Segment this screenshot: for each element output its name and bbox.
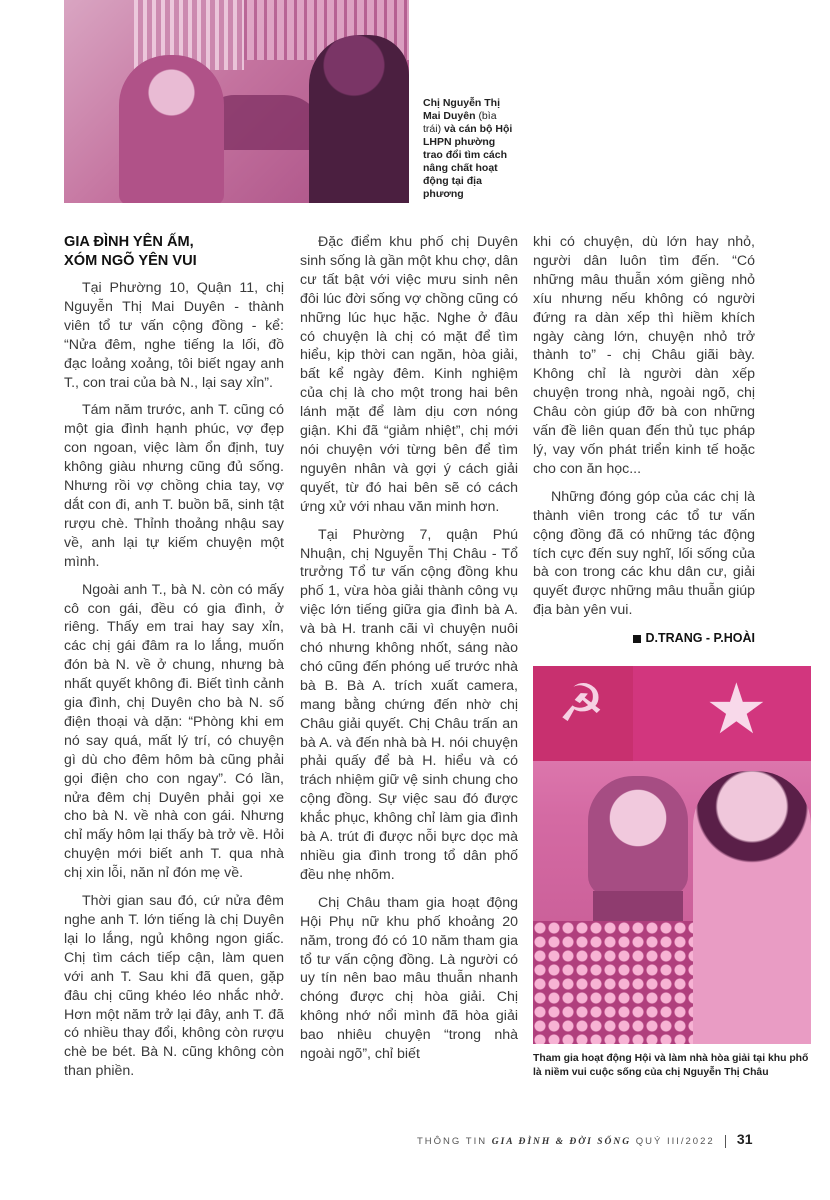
footer-left: THÔNG TIN — [417, 1136, 488, 1147]
article-column-1 — [64, 233, 284, 1090]
photo-pedestal — [593, 891, 683, 921]
photo-woman-left — [119, 55, 224, 203]
photo-bust — [588, 776, 688, 896]
footer-divider — [725, 1135, 726, 1148]
paragraph: Ngoài anh T., bà N. còn có mấy cô con gái, đều có gia đình, ở riêng. Thấy em trai hay say xỉn, các chị gái đâm ra lo lắng, muốn đón bà N. về ở chung, nhưng bà nhất quyết không đi. Biết tình cảnh gia đình, chị Duyên cho bà N. số điện thoại và dặn: “Phòng khi em nó say quá, mất lý trí, có chuyện gì dù cho đêm hôm bà cũng phải gọi điện cho con ngay”. Có lần, nửa đêm chị Duyên phải gọi xe cho bà N. về nhà con gái. Nhưng chỉ mấy hôm lại thấy bà trở về. Hỏi chuyện mới biết anh T. qua nhà chị xin lỗi, năn nỉ đón mẹ về. — [64, 581, 284, 882]
star-icon: ★ — [705, 668, 768, 750]
heading-line-1: GIA ĐÌNH YÊN ẤM, — [64, 234, 194, 250]
top-photo — [64, 0, 409, 203]
hammer-sickle-icon: ☭ — [558, 674, 605, 734]
bottom-photo — [533, 666, 811, 1044]
article-heading — [64, 233, 284, 271]
caption-description: và cán bộ Hội LHPN phường trao đổi tìm cách nâng chất hoạt động tại địa phương — [423, 123, 513, 200]
bottom-photo-caption: Tham gia hoạt động Hội và làm nhà hòa giải tại khu phố là niềm vui cuộc sống của chị Nguyễn Thị Châu — [533, 1053, 809, 1078]
byline — [533, 629, 755, 648]
article-column-2 — [300, 233, 518, 1073]
photo-woman — [693, 771, 811, 1044]
photo-woman-right — [309, 35, 409, 203]
issue-label: QUÝ III/2022 — [635, 1136, 715, 1147]
publication-name: GIA ĐÌNH & ĐỜI SỐNG — [491, 1137, 632, 1147]
page-footer — [417, 1131, 753, 1149]
paragraph: khi có chuyện, dù lớn hay nhỏ, người dân luôn tìm đến. “Có những mâu thuẫn xóm giềng nhỏ xíu nhưng nếu không có người đứng ra dàn xếp thì hiềm khích ngày càng lớn, chuyện nhỏ trở thành to” - chị Châu giãi bày. Không chỉ là người dàn xếp chuyện trong nhà, ngoài ngõ, chị Châu còn giúp đỡ bà con những vấn đề liên quan đến thủ tục pháp lý, vay vốn phát triển kinh tế hoặc cho con ăn học... — [533, 234, 755, 477]
byline-square-icon — [633, 635, 641, 643]
heading-line-2: XÓM NGÕ YÊN VUI — [64, 253, 197, 269]
paragraph: Tại Phường 10, Quận 11, chị Nguyễn Thị Mai Duyên - thành viên tổ tư vấn cộng đồng - kể: “Nửa đêm, nghe tiếng la lối, đồ đạc loảng xoảng, tôi biết ngay anh T., con trai của bà N., lại say xỉn”. — [64, 280, 284, 391]
paragraph: Đặc điểm khu phố chị Duyên sinh sống là gần một khu chợ, dân cư tất bật với việc mưu sinh nên đôi lúc đời sống vợ chồng cũng có những lúc hục hặc. Nghe ở đâu có chuyện là chị có mặt để tìm hiểu, kịp thời can ngăn, hòa giải, bất kể ngày đêm. Kinh nghiệm của chị là cho một trong hai bên lánh mặt để làm dịu cơn nóng giận. Khi đã “giảm nhiệt”, chị mới nói chuyện với từng bên để tìm nguyên nhân và gợi ý cách giải quyết, từ đó hai bên sẽ có cách ứng xử với nhau văn minh hơn. — [300, 234, 518, 515]
paragraph: Thời gian sau đó, cứ nửa đêm nghe anh T. lớn tiếng là chị Duyên lại lo lắng, ngủ không ngon giấc. Chị tìm cách tiếp cận, làm quen với anh T. Sau khi đã quen, gặp đâu chị cũng khéo léo nhắc nhở. Hơn một năm trở lại đây, anh T. đã có nhiều thay đổi, không còn rượu chè be bét. Bà N. cũng không còn than phiền. — [64, 893, 284, 1080]
article-column-3 — [533, 233, 755, 648]
byline-text: D.TRANG - P.HOÀI — [645, 631, 755, 646]
paragraph: Tại Phường 7, quận Phú Nhuận, chị Nguyễn Thị Châu - Tổ trưởng Tổ tư vấn cộng đồng khu phố 1, vừa hòa giải thành công vụ việc lớn tiếng giữa gia đình bà A. và bà H. tranh cãi vì chuyện nuôi chó nhưng không nhốt, sáng nào chó cũng đến phóng uế trước nhà bà B. Bà A. trích xuất camera, mang bằng chứng đến nhờ chị Châu giải quyết. Chị Châu trấn an bà A. và đến nhà bà H. nói chuyện phải quấy để bà H. hiểu và có trách nhiệm giữ vệ sinh chung cho cộng đồng. Sự việc sau đó được khắc phục, không chỉ làm gia đình bà A. trút đi được nỗi bực dọc mà nhiều gia đình trong tổ dân phố đều nhẹ nhõm. — [300, 526, 518, 883]
page-number: 31 — [736, 1131, 753, 1147]
paragraph: Chị Châu tham gia hoạt động Hội Phụ nữ khu phố khoảng 20 năm, trong đó có 10 năm tham gia tổ tư vấn cộng đồng. Là người có uy tín nên bao mâu thuẫn nhanh chóng được chị hòa giải. Chị không nhớ nổi mình đã hòa giải bao nhiêu chuyện “trong nhà ngoài ngõ”, chỉ biết — [300, 894, 518, 1063]
paragraph: Tám năm trước, anh T. cũng có một gia đình hạnh phúc, vợ đẹp con ngoan, việc làm ổn định, tuy không giàu nhưng cũng đủ sống. Nhưng rồi vợ chồng chia tay, vợ dắt con đi, anh T. buồn bã, sinh tật rượu chè. Thỉnh thoảng nhậu say về, anh lại tự kiếm chuyện một mình. — [64, 402, 284, 570]
top-photo-caption — [423, 97, 513, 201]
paragraph: Những đóng góp của các chị là thành viên trong các tổ tư vấn cộng đồng đã có những tác động tích cực đến suy nghĩ, lối sống của bà con trong các khu dân cư, giải quyết được những mâu thuẫn giúp địa bàn yên vui. — [533, 488, 755, 619]
caption-name: Chị Nguyễn Thị Mai Duyên — [423, 97, 500, 122]
caption-position: (bìa trái) — [423, 110, 497, 135]
